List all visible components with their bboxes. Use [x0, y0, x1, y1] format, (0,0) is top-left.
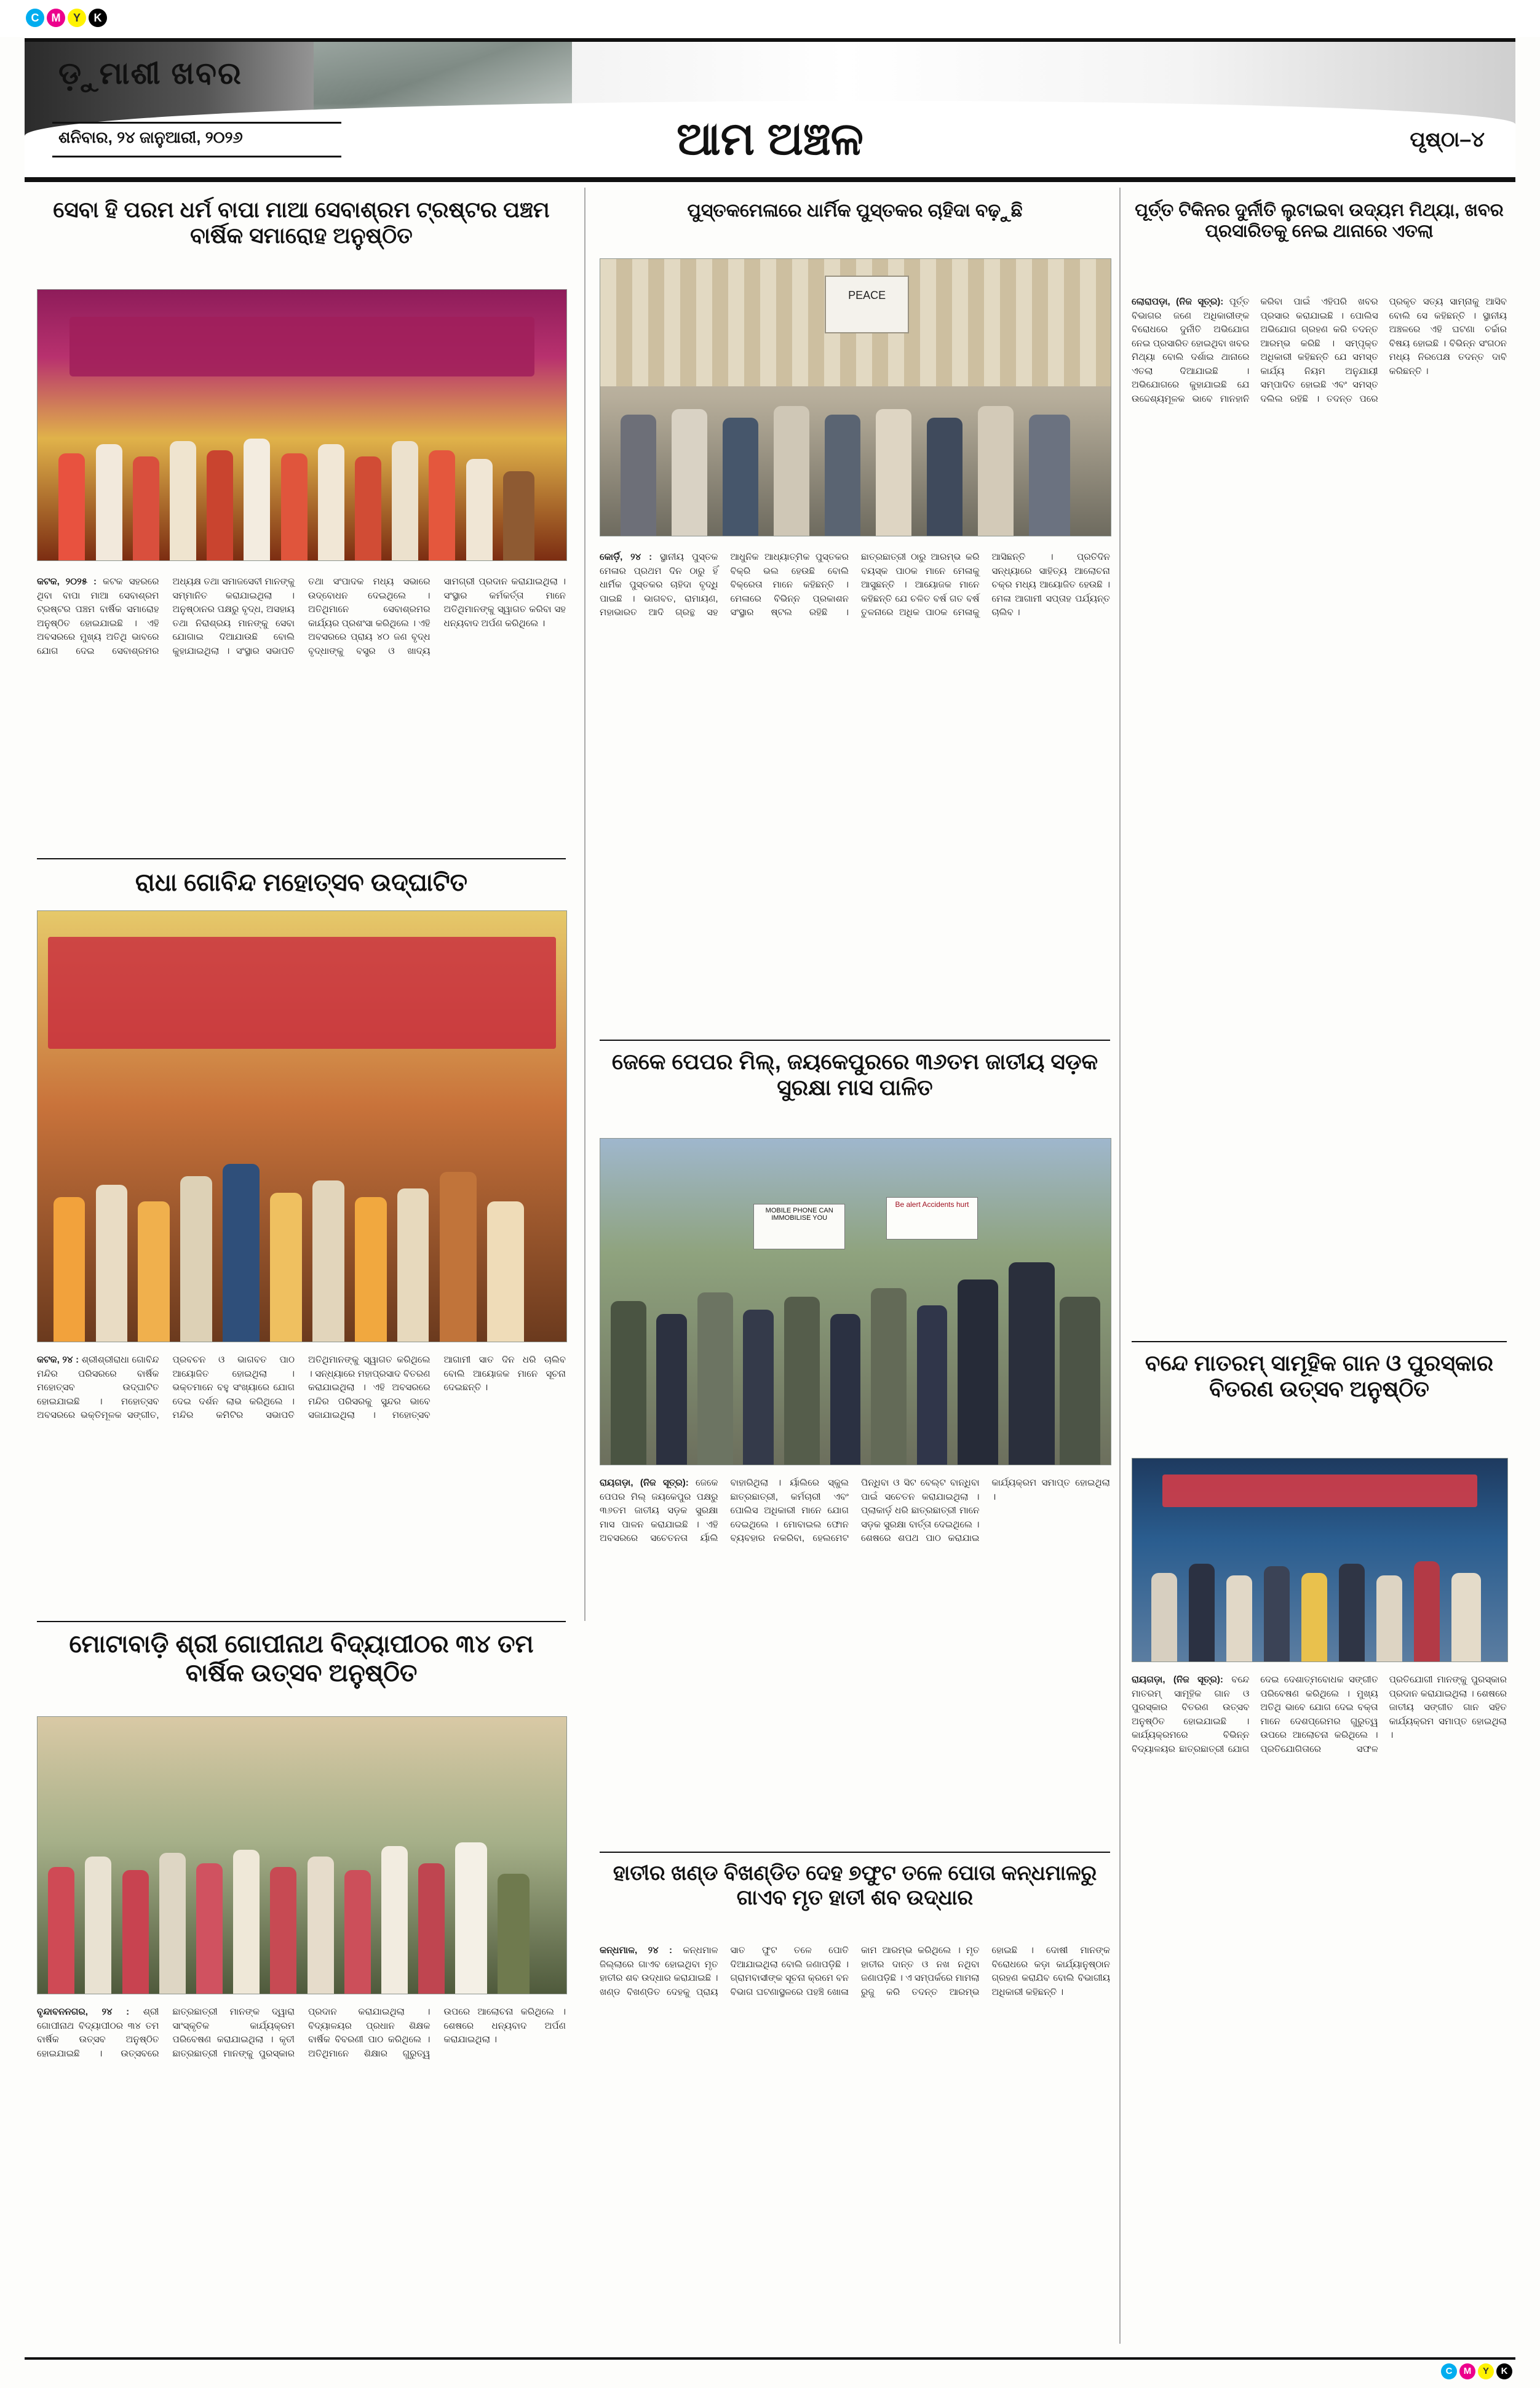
cmyk-dot-y-bottom: Y	[1478, 2363, 1494, 2379]
bodytext-utkal: ପୂର୍ତ୍ତ ବିଭାଗର ଜଣେ ଅଧିକାରୀଙ୍କ ବିରୋଧରେ ଦୁର୍ନୀତି ଅଭିଯୋଗ ନେଇ ପ୍ରସାରିତ ହୋଇଥିବା ଖବର ମିଥ୍ୟା ବୋଲି ଦର୍ଶାଇ ଥାନାରେ ଏତଲା ଦିଆଯାଇଛି । ଅଭିଯୋଗରେ କୁହାଯାଇଛି ଯେ ଉଦ୍ଦେଶ୍ୟମୂଳକ ଭାବେ ମାନହାନି କରିବା ପାଇଁ ଏହିପରି ଖବର ପ୍ରସାର କରାଯାଇଛି । ପୋଲିସ ଅଭିଯୋଗ ଗ୍ରହଣ କରି ତଦନ୍ତ ଆରମ୍ଭ କରିଛି । ସମ୍ପୃକ୍ତ ଅଧିକାରୀ କହିଛନ୍ତି ଯେ ସମସ୍ତ କାର୍ଯ୍ୟ ନିୟମ ଅନୁଯାୟୀ ସମ୍ପାଦିତ ହୋଇଛି ଏବଂ ସମସ୍ତ ଦଲିଲ ରହିଛି । ତଦନ୍ତ ପରେ ପ୍ରକୃତ ସତ୍ୟ ସାମ୍ନାକୁ ଆସିବ ବୋଲି ସେ କହିଛନ୍ତି । ସ୍ଥାନୀୟ ଅଞ୍ଚଳରେ ଏହି ଘଟଣା ଚର୍ଚ୍ଚାର ବିଷୟ ହୋଇଛି । ବିଭିନ୍ନ ସଂଗଠନ ମଧ୍ୟ ନିରପେକ୍ଷ ତଦନ୍ତ ଦାବି କରିଛନ୍ତି ।	[1132, 297, 1507, 404]
body-utkal	[1132, 295, 1507, 1329]
photo-figures-radha	[38, 1135, 566, 1342]
column-divider-2	[1119, 188, 1121, 1498]
body-radhagobinda	[37, 1353, 566, 1612]
photo-gopinath	[37, 1716, 567, 1994]
dateline-radhagobinda: କଟକ, ୨୪ :	[37, 1355, 79, 1365]
body-jkpaper	[600, 1476, 1110, 1858]
headline-radhagobinda: ରାଧା ଗୋବିନ୍ଦ ମହୋତ୍ସବ ଉଦ୍‌ଘାଟିତ	[135, 869, 468, 896]
bodytext-radhagobinda: ଶ୍ରୀଶ୍ରୀରାଧା ଗୋବିନ୍ଦ ମନ୍ଦିର ପରିସରରେ ବାର୍ଷିକ ମହୋତ୍ସବ ଉଦ୍‌ଘାଟିତ ହୋଇଯାଇଛି । ମହୋତ୍ସବ ଅବସରରେ ଭକ୍ତିମୂଳକ ସଙ୍ଗୀତ, ପ୍ରବଚନ ଓ ଭାଗବତ ପାଠ ଆୟୋଜିତ ହୋଇଥିଲା । ଭକ୍ତମାନେ ବହୁ ସଂଖ୍ୟାରେ ଯୋଗ ଦେଇ ଦର୍ଶନ ଲାଭ କରିଥିଲେ । ମନ୍ଦିର କମିଟିର ସଭାପତି ଅତିଥିମାନଙ୍କୁ ସ୍ୱାଗତ କରିଥିଲେ । ସନ୍ଧ୍ୟାରେ ମହାପ୍ରସାଦ ବିତରଣ କରାଯାଇଥିଲା । ଏହି ଅବସରରେ ମନ୍ଦିର ପରିସରକୁ ସୁନ୍ଦର ଭାବେ ସଜାଯାଇଥିଲା । ମହୋତ୍ସବ ଆଗାମୀ ସାତ ଦିନ ଧରି ଚାଲିବ ବୋଲି ଆୟୋଜକ ମାନେ ସୂଚନା ଦେଇଛନ୍ତି ।	[37, 1355, 566, 1420]
body-hathi	[600, 1944, 1110, 2350]
cmyk-dot-y: Y	[68, 9, 86, 27]
photo-figures-rally	[600, 1249, 1111, 1465]
rule-jk-bottom	[600, 1852, 1110, 1853]
photo-jkpaper	[600, 1138, 1111, 1465]
dateline-hathi: କନ୍ଧମାଳ, ୨୪ :	[600, 1945, 673, 1956]
headline-sevaashram: ସେବା ହି ପରମ ଧର୍ମ ବାପା ମାଆ ସେବାଶ୍ରମ ଟ୍ରଷ୍ଟର ପଞ୍ଚମ ବାର୍ଷିକ ସମାରୋହ ଅନୁଷ୍ଠିତ	[53, 197, 550, 249]
newspaper-logo: ଡ଼ୁମାଶୀ ଖବର	[58, 56, 242, 90]
dateline-gopinath: ବୃନ୍ଦାବନନଗର, ୨୪ :	[37, 2007, 130, 2017]
photo-figures-vande	[1132, 1548, 1507, 1662]
dateline-sevaashram: କଟକ, ୨୦୨୫ :	[37, 576, 97, 587]
rule-mela-bottom	[600, 1040, 1110, 1041]
masthead	[25, 38, 1515, 180]
section-title: ଆମ ଅଞ୍ଚଳ	[677, 113, 863, 164]
photo-banner-radha	[48, 937, 556, 1049]
photo-sevaashram	[37, 289, 567, 561]
dateline-jkpaper: ରାୟଗଡ଼ା, (ନିଜ ସୂତ୍ର):	[600, 1478, 689, 1488]
column-divider-3	[1119, 1396, 1121, 2344]
print-registration-strip	[0, 0, 1540, 37]
cmyk-dot-c: C	[26, 9, 44, 27]
placard-mobile-phone: MOBILE PHONE CAN IMMOBILISE YOU	[753, 1204, 845, 1249]
rule-page-bottom	[25, 2357, 1515, 2360]
photo-pustakamela	[600, 258, 1111, 536]
headline-jkpaper: ଜେକେ ପେପର ମିଲ୍‌, ଜୟକେପୁରରେ ୩୬ତମ ଜାତୀୟ ସଡ଼କ ସୁରକ୍ଷା ମାସ ପାଳିତ	[611, 1049, 1098, 1100]
column-divider-1	[584, 188, 585, 1621]
photo-banner-vande	[1162, 1475, 1477, 1507]
bodytext-vandemataram: ବନ୍ଦେ ମାତରମ୍ ସାମୂହିକ ଗାନ ଓ ପୁରସ୍କାର ବିତରଣ ଉତ୍ସବ ଅନୁଷ୍ଠିତ ହୋଇଯାଇଛି । କାର୍ଯ୍ୟକ୍ରମରେ ବିଭିନ୍ନ ବିଦ୍ୟାଳୟର ଛାତ୍ରଛାତ୍ରୀ ଯୋଗ ଦେଇ ଦେଶାତ୍ମବୋଧକ ସଙ୍ଗୀତ ପରିବେଷଣ କରିଥିଲେ । ମୁଖ୍ୟ ଅତିଥି ଭାବେ ଯୋଗ ଦେଇ ବକ୍ତା ମାନେ ଦେଶପ୍ରେମର ଗୁରୁତ୍ୱ ଉପରେ ଆଲୋଚନା କରିଥିଲେ । ପ୍ରତିଯୋଗିତାରେ ସଫଳ ପ୍ରତିଯୋଗୀ ମାନଙ୍କୁ ପୁରସ୍କାର ପ୍ରଦାନ କରାଯାଇଥିଲା । ଶେଷରେ ଜାତୀୟ ସଙ୍ଗୀତ ଗାନ ସହିତ କାର୍ଯ୍ୟକ୍ରମ ସମାପ୍ତ ହୋଇଥିଲା ।	[1132, 1674, 1507, 1754]
cmyk-dots-top	[26, 9, 107, 27]
bodytext-sevaashram: କଟକ ସହରରେ ଥିବା ବାପା ମାଆ ସେବାଶ୍ରମ ଟ୍ରଷ୍ଟର ପଞ୍ଚମ ବାର୍ଷିକ ସମାରୋହ ଅନୁଷ୍ଠିତ ହୋଇଯାଇଛି । ଏହି ଅବସରରେ ମୁଖ୍ୟ ଅତିଥି ଭାବରେ ଯୋଗ ଦେଇ ସେବାଶ୍ରମର ଅଧ୍ୟକ୍ଷ ତଥା ସମାଜସେବୀ ମାନଙ୍କୁ ସମ୍ମାନିତ କରାଯାଇଥିଲା । ଅନୁଷ୍ଠାନର ପକ୍ଷରୁ ବୃଦ୍ଧ, ଅସହାୟ ତଥା ନିରାଶ୍ରୟ ମାନଙ୍କୁ ସେବା ଯୋଗାଇ ଦିଆଯାଉଛି ବୋଲି କୁହାଯାଇଥିଲା । ସଂସ୍ଥାର ସଭାପତି ତଥା ସଂପାଦକ ମଧ୍ୟ ସଭାରେ ଉଦ୍‌ବୋଧନ ଦେଇଥିଲେ । ଅତିଥିମାନେ ସେବାଶ୍ରମର କାର୍ଯ୍ୟର ପ୍ରଶଂସା କରିଥିଲେ । ଏହି ଅବସରରେ ପ୍ରାୟ ୪୦ ଜଣ ବୃଦ୍ଧ ବୃଦ୍ଧାଙ୍କୁ ବସ୍ତ୍ର ଓ ଖାଦ୍ୟ ସାମଗ୍ରୀ ପ୍ରଦାନ କରାଯାଇଥିଲା । ସଂସ୍ଥାର କର୍ମକର୍ତ୍ତା ମାନେ ଅତିଥିମାନଙ୍କୁ ସ୍ୱାଗତ କରିବା ସହ ଧନ୍ୟବାଦ ଅର୍ପଣ କରିଥିଲେ ।	[37, 576, 566, 656]
cmyk-dots-bottom	[1441, 2363, 1512, 2379]
headline-vandemataram: ବନ୍ଦେ ମାତରମ୍ ସାମୂହିକ ଗାନ ଓ ପୁରସ୍କାର ବିତରଣ ଉତ୍ସବ ଅନୁଷ୍ଠିତ	[1145, 1350, 1494, 1402]
cmyk-dot-m: M	[47, 9, 65, 27]
photo-figures-gopinath	[38, 1822, 566, 1994]
bodytext-jkpaper: ଜେକେ ପେପର ମିଲ୍‌ ଜୟକେପୁର ପକ୍ଷରୁ ୩୬ତମ ଜାତୀୟ ସଡ଼କ ସୁରକ୍ଷା ମାସ ପାଳନ କରାଯାଇଛି । ଏହି ଅବସରରେ ସଚେତନତା ର୍ୟାଲି ବାହାରିଥିଲା । ର୍ୟାଲିରେ ସ୍କୁଲ ଛାତ୍ରଛାତ୍ରୀ, କର୍ମଚାରୀ ଏବଂ ପୋଲିସ ଅଧିକାରୀ ମାନେ ଯୋଗ ଦେଇଥିଲେ । ମୋବାଇଲ ଫୋନ ବ୍ୟବହାର ନକରିବା, ହେଲମେଟ ପିନ୍ଧିବା ଓ ସିଟ ବେଲ୍ଟ ବାନ୍ଧିବା ପାଇଁ ସଚେତନ କରାଯାଇଥିଲା । ପ୍ଲାକାର୍ଡ଼ ଧରି ଛାତ୍ରଛାତ୍ରୀ ମାନେ ସଡ଼କ ସୁରକ୍ଷା ବାର୍ତ୍ତା ଦେଇଥିଲେ । ଶେଷରେ ଶପଥ ପାଠ କରାଯାଇ କାର୍ଯ୍ୟକ୍ରମ ସମାପ୍ତ ହୋଇଥିଲା ।	[600, 1478, 1110, 1543]
body-gopinath	[37, 2005, 566, 2350]
photo-banner	[69, 317, 535, 376]
headline-pustakamela: ପୁସ୍ତକମେଳାରେ ଧାର୍ମିକ ପୁସ୍ତକର ଚାହିଦା ବଢ଼ୁଛି	[687, 201, 1023, 221]
bodytext-gopinath: ଶ୍ରୀ ଗୋପୀନାଥ ବିଦ୍ୟାପୀଠର ୩୪ ତମ ବାର୍ଷିକ ଉତ୍ସବ ଅନୁଷ୍ଠିତ ହୋଇଯାଇଛି । ଉତ୍ସବରେ ଛାତ୍ରଛାତ୍ରୀ ମାନଙ୍କ ଦ୍ୱାରା ସାଂସ୍କୃତିକ କାର୍ଯ୍ୟକ୍ରମ ପରିବେଷଣ କରାଯାଇଥିଲା । କୃତୀ ଛାତ୍ରଛାତ୍ରୀ ମାନଙ୍କୁ ପୁରସ୍କାର ପ୍ରଦାନ କରାଯାଇଥିଲା । ବିଦ୍ୟାଳୟର ପ୍ରଧାନ ଶିକ୍ଷକ ବାର୍ଷିକ ବିବରଣୀ ପାଠ କରିଥିଲେ । ଅତିଥିମାନେ ଶିକ୍ଷାର ଗୁରୁତ୍ୱ ଉପରେ ଆଲୋଚନା କରିଥିଲେ । ଶେଷରେ ଧନ୍ୟବାଦ ଅର୍ପଣ କରାଯାଇଥିଲା ।	[37, 2007, 566, 2059]
headline-gopinath: ମୋଟାବାଡ଼ି ଶ୍ରୀ ଗୋପୀନାଥ ବିଦ୍ୟାପୀଠର ୩୪ ତମ ବାର୍ଷିକ ଉତ୍ସବ ଅନୁଷ୍ଠିତ	[69, 1631, 534, 1687]
body-pustakamela	[600, 551, 1110, 1030]
cmyk-dot-k-bottom: K	[1496, 2363, 1512, 2379]
photo-vandemataram	[1132, 1458, 1508, 1662]
photo-figures-mela	[600, 392, 1111, 536]
bodytext-pustakamela: ସ୍ଥାନୀୟ ପୁସ୍ତକ ମେଳାର ପ୍ରଥମ ଦିନ ଠାରୁ ହିଁ ଧାର୍ମିକ ପୁସ୍ତକର ଚାହିଦା ବୃଦ୍ଧି ପାଇଛି । ଭାଗବତ, ରାମାୟଣ, ମହାଭାରତ ଆଦି ଗ୍ରନ୍ଥ ସହ ଆଧୁନିକ ଆଧ୍ୟାତ୍ମିକ ପୁସ୍ତକର ବିକ୍ରି ଭଲ ହେଉଛି ବୋଲି ବିକ୍ରେତା ମାନେ କହିଛନ୍ତି । ମେଳାରେ ବିଭିନ୍ନ ପ୍ରକାଶନ ସଂସ୍ଥାର ଷ୍ଟଲ ରହିଛି । ଛାତ୍ରଛାତ୍ରୀ ଠାରୁ ଆରମ୍ଭ କରି ବୟସ୍କ ପାଠକ ମାନେ ମେଳାକୁ ଆସୁଛନ୍ତି । ଆୟୋଜକ ମାନେ କହିଛନ୍ତି ଯେ ଚଳିତ ବର୍ଷ ଗତ ବର୍ଷ ତୁଳନାରେ ଅଧିକ ପାଠକ ମେଳାକୁ ଆସିଛନ୍ତି । ପ୍ରତିଦିନ ସନ୍ଧ୍ୟାରେ ସାହିତ୍ୟ ଆଲୋଚନା ଚକ୍ର ମଧ୍ୟ ଆୟୋଜିତ ହେଉଛି । ମେଳା ଆଗାମୀ ସପ୍ତାହ ପର୍ଯ୍ୟନ୍ତ ଚାଲିବ ।	[600, 552, 1110, 618]
photo-radhagobinda	[37, 910, 567, 1342]
placard-be-alert: Be alert Accidents hurt	[886, 1197, 978, 1240]
photo-figures	[38, 412, 566, 560]
rule-under-masthead	[25, 180, 1515, 182]
cmyk-dot-m-bottom: M	[1459, 2363, 1475, 2379]
bodytext-hathi: କନ୍ଧମାଳ ଜିଲ୍ଲାରେ ଗାଏବ ହୋଇଥିବା ମୃତ ହାତୀର ଶବ ଉଦ୍ଧାର କରାଯାଇଛି । ଖଣ୍ଡ ବିଖଣ୍ଡିତ ଦେହକୁ ପ୍ରାୟ ସାତ ଫୁଟ ତଳେ ପୋତି ଦିଆଯାଇଥିଲା ବୋଲି ଜଣାପଡ଼ିଛି । ଗ୍ରାମବାସୀଙ୍କ ସୂଚନା କ୍ରମେ ବନ ବିଭାଗ ଘଟଣାସ୍ଥଳରେ ପହଞ୍ଚି ଖୋଳା କାମ ଆରମ୍ଭ କରିଥିଲେ । ମୃତ ହାତୀର ଦାନ୍ତ ଓ ନଖ ନଥିବା ଜଣାପଡ଼ିଛି । ଏ ସମ୍ପର୍କରେ ମାମଲା ରୁଜୁ କରି ତଦନ୍ତ ଆରମ୍ଭ ହୋଇଛି । ଦୋଷୀ ମାନଙ୍କ ବିରୋଧରେ କଡ଼ା କାର୍ଯ୍ୟାନୁଷ୍ଠାନ ଗ୍ରହଣ କରାଯିବ ବୋଲି ବିଭାଗୀୟ ଅଧିକାରୀ କହିଛନ୍ତି ।	[600, 1945, 1110, 1997]
headline-hathi: ହାତୀର ଖଣ୍ଡ ବିଖଣ୍ଡିତ ଦେହ ୭ଫୁଟ ତଳେ ପୋତା କନ୍ଧମାଳରୁ ଗାଏବ ମୃତ ହାତୀ ଶବ ଉଦ୍ଧାର	[613, 1861, 1097, 1910]
body-sevaashram	[37, 575, 566, 846]
headline-utkal: ପୂର୍ତ୍ତ ଟିକିନର ଦୁର୍ନୀତି ଲୁଟାଇବା ଉଦ୍ୟମ ମିଥ୍ୟା, ଖବର ପ୍ରସାରିତକୁ ନେଇ ଥାନାରେ ଏତଲା	[1135, 201, 1504, 242]
rule-sevaashram-bottom	[37, 858, 566, 859]
page-number: ପୃଷ୍ଠା–୪	[1410, 128, 1485, 151]
photo-peace-sign: PEACE	[825, 276, 909, 333]
body-vandemataram	[1132, 1673, 1507, 2350]
cmyk-dot-k: K	[89, 9, 107, 27]
rule-utkal-bottom	[1132, 1341, 1507, 1342]
cmyk-dot-c-bottom: C	[1441, 2363, 1457, 2379]
rule-radha-bottom	[37, 1621, 566, 1622]
dateline-pustakamela: କୋର୍ଡ଼ି, ୨୪ :	[600, 552, 653, 562]
masthead-dateline: ଶନିବାର, ୨୪ ଜାନୁଆରୀ, ୨୦୨୬	[58, 128, 243, 146]
dateline-utkal: ଲୋରାପଡ଼ା, (ନିଜ ସୂତ୍ର):	[1132, 297, 1224, 307]
dateline-vandemataram: ରାୟଗଡ଼ା, (ନିଜ ସୂତ୍ର):	[1132, 1674, 1223, 1685]
